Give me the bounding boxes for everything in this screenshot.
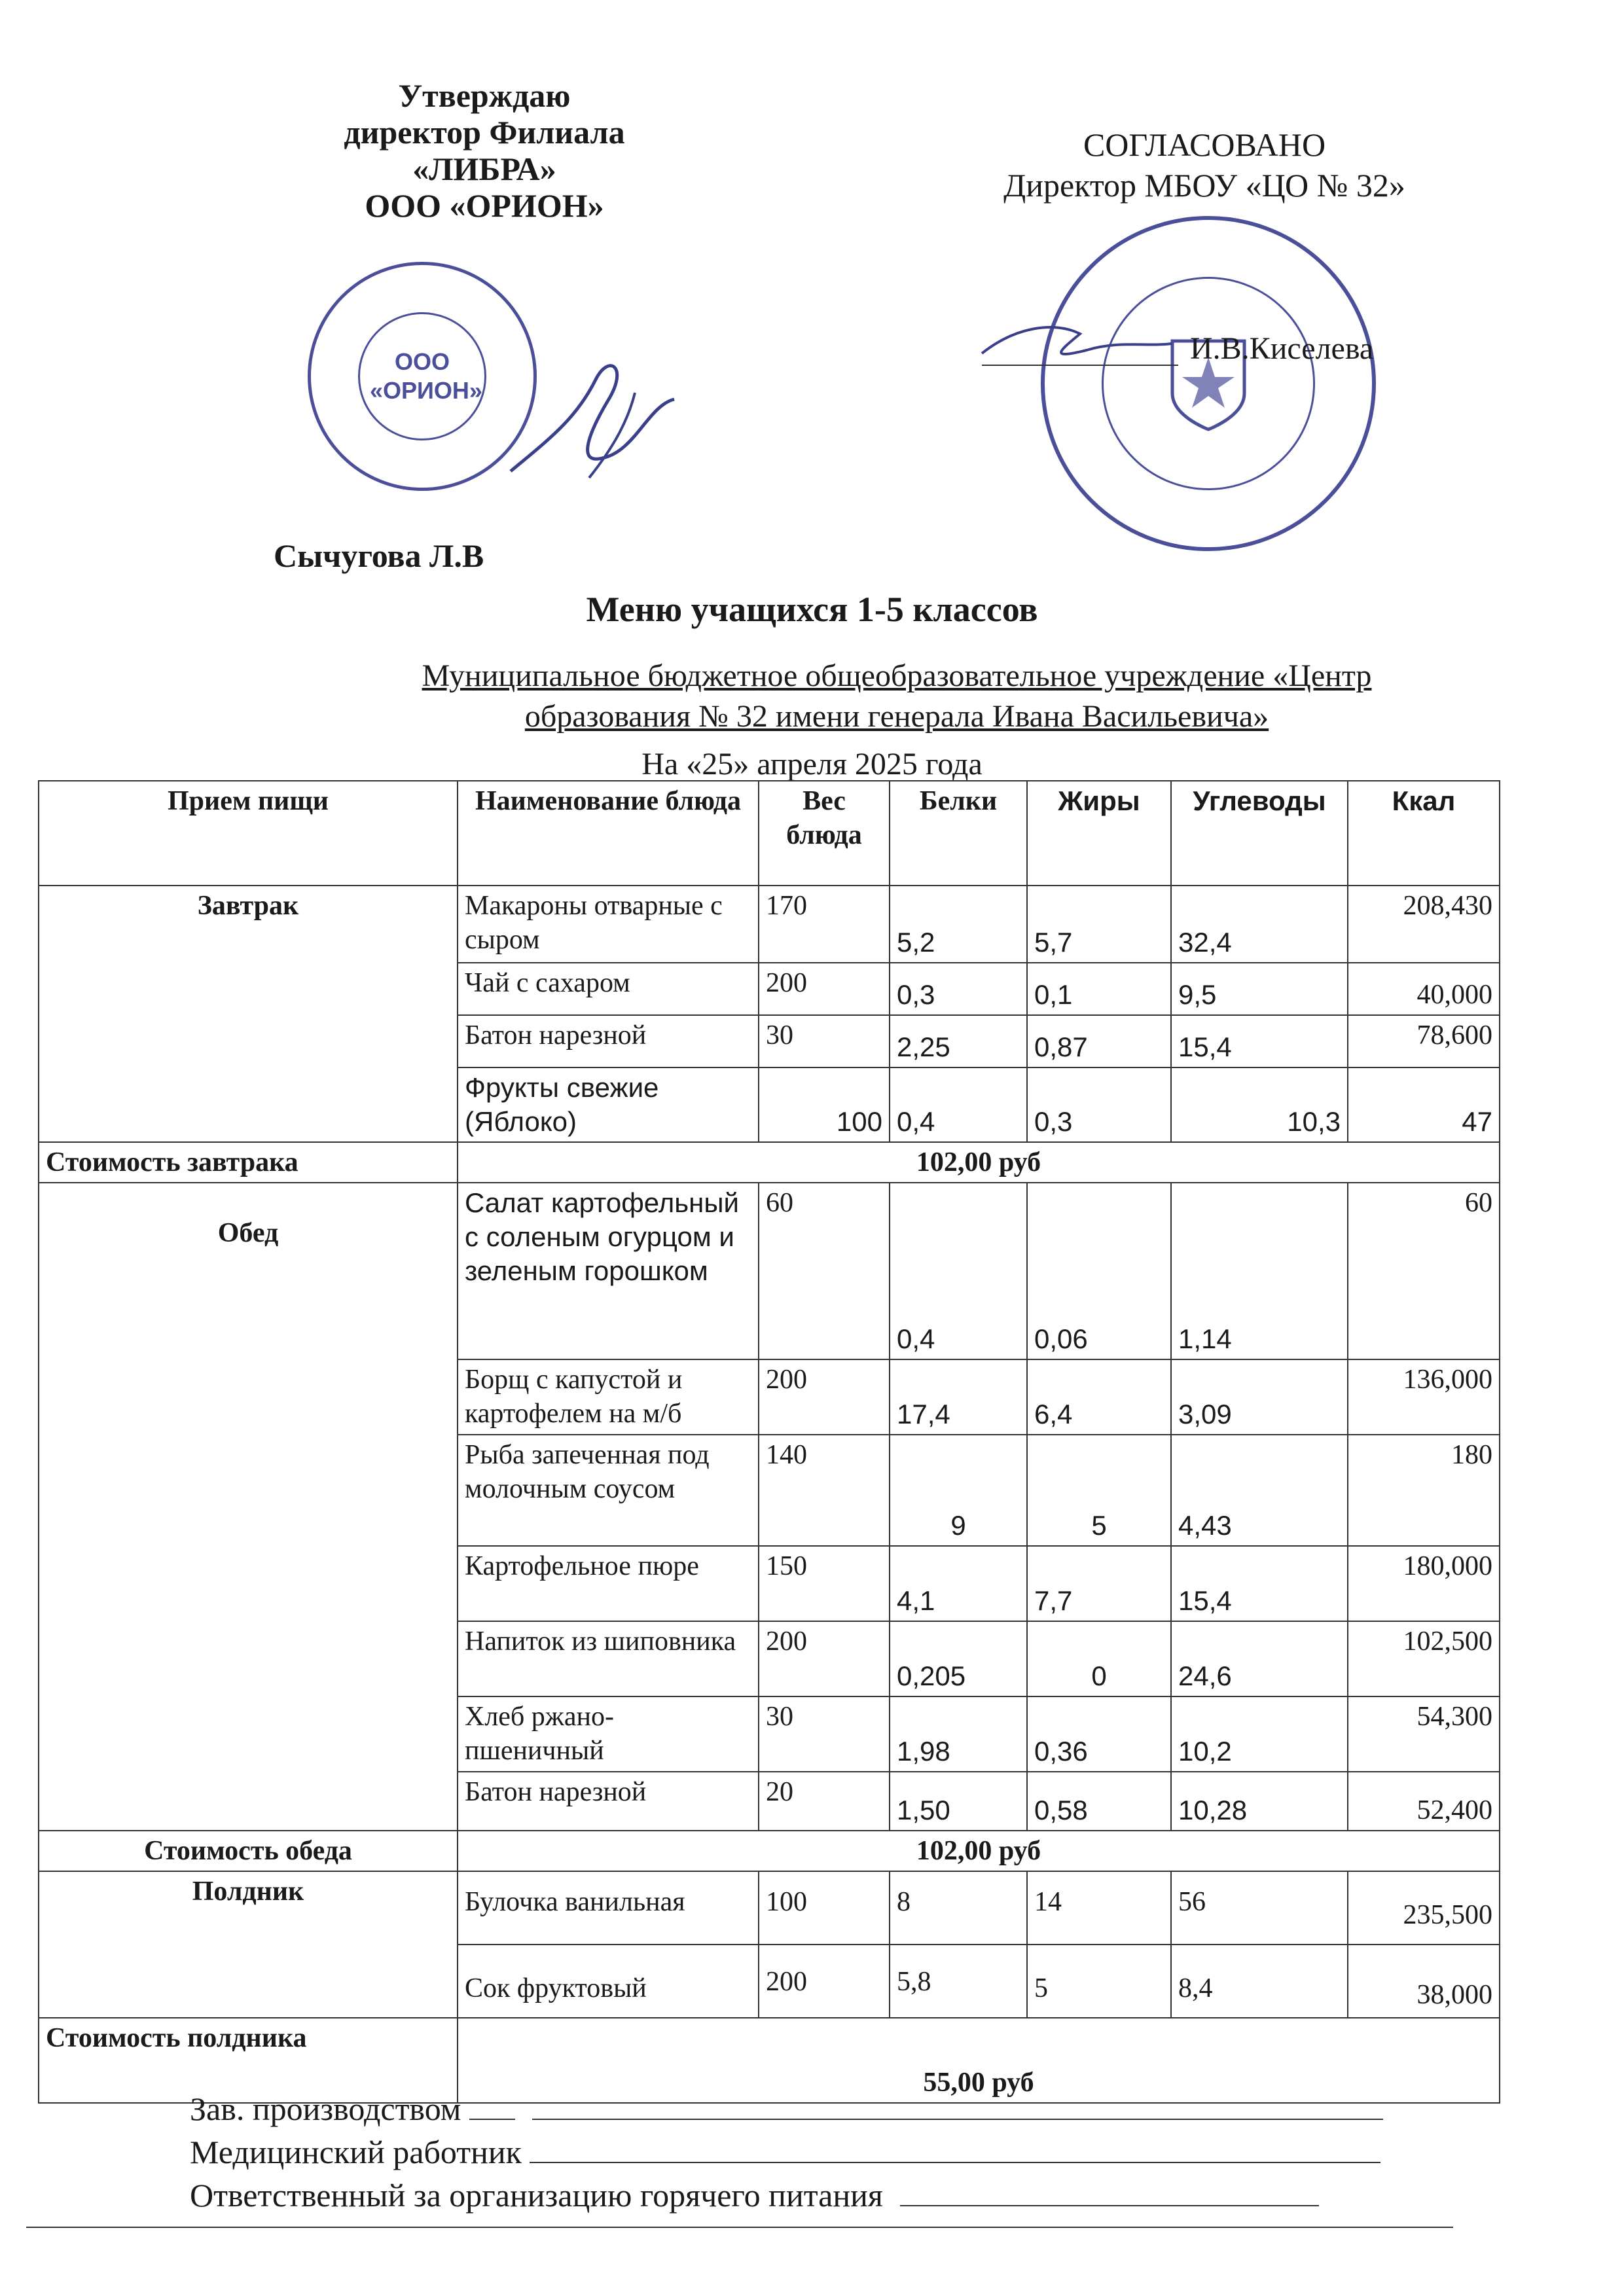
weight-cell: 30 — [759, 1015, 890, 1067]
meal-breakfast-label: Завтрак — [197, 891, 299, 921]
carbs-cell: 10,28 — [1171, 1772, 1348, 1831]
carbs-cell: 1,14 — [1171, 1183, 1348, 1359]
kcal-cell: 78,600 — [1348, 1015, 1500, 1067]
protein-cell: 17,4 — [890, 1359, 1027, 1435]
lunch-cost-label: Стоимость обеда — [39, 1831, 458, 1871]
header-weight: Вес блюда — [759, 781, 890, 886]
agreed-signature — [975, 314, 1185, 373]
fat-cell: 0,36 — [1027, 1696, 1171, 1772]
weight-cell: 30 — [759, 1696, 890, 1772]
fat-cell: 14 — [1027, 1871, 1171, 1945]
carbs-cell: 3,09 — [1171, 1359, 1348, 1435]
approve-line1: Утверждаю — [398, 77, 571, 114]
protein-cell: 5,2 — [890, 886, 1027, 963]
breakfast-cost-label: Стоимость завтрака — [39, 1142, 458, 1183]
weight-cell: 140 — [759, 1435, 890, 1546]
sign-responsible-label: Ответственный за организацию горячего питания — [190, 2177, 883, 2214]
agreed-line2: Директор МБОУ «ЦО № 32» — [1003, 167, 1405, 204]
protein-cell: 0,4 — [890, 1067, 1027, 1142]
snack-cost-label: Стоимость полдника — [39, 2018, 458, 2103]
sign-responsible — [190, 2176, 1319, 2215]
header-fat: Жиры — [1027, 781, 1171, 886]
sign-head-line-long — [532, 2092, 1383, 2120]
carbs-cell: 4,43 — [1171, 1435, 1348, 1546]
header-kcal: Ккал — [1348, 781, 1500, 886]
kcal-cell: 60 — [1348, 1183, 1500, 1359]
dish-cell: Хлеб ржано-пшеничный — [458, 1696, 759, 1772]
approve-block — [275, 77, 694, 224]
fat-cell: 5,7 — [1027, 886, 1171, 963]
organization-line2: образования № 32 имени генерала Ивана Васильевича» — [524, 699, 1269, 734]
kcal-cell: 102,500 — [1348, 1621, 1500, 1696]
fat-cell: 5 — [1027, 1945, 1171, 2018]
table-row — [39, 886, 1500, 963]
weight-cell: 60 — [759, 1183, 890, 1359]
weight-cell: 200 — [759, 1359, 890, 1435]
sign-medic-label: Медицинский работник — [190, 2134, 522, 2170]
carbs-cell: 32,4 — [1171, 886, 1348, 963]
weight-cell: 170 — [759, 886, 890, 963]
dish-cell: Чай с сахаром — [458, 963, 759, 1015]
protein-cell: 0,4 — [890, 1183, 1027, 1359]
sign-medic-line — [530, 2136, 1380, 2163]
dish-cell: Макароны отварные с сыром — [458, 886, 759, 963]
breakfast-cost-row — [39, 1142, 1500, 1183]
kcal-cell: 40,000 — [1348, 963, 1500, 1015]
meal-lunch-label: Обед — [217, 1218, 279, 1248]
sign-medic — [190, 2132, 1380, 2172]
fat-cell: 6,4 — [1027, 1359, 1171, 1435]
fat-cell: 0,1 — [1027, 963, 1171, 1015]
dish-cell: Батон нарезной — [458, 1772, 759, 1831]
weight-cell: 20 — [759, 1772, 890, 1831]
carbs-cell: 24,6 — [1171, 1621, 1348, 1696]
approve-line2: директор Филиала — [344, 114, 625, 151]
menu-date: На «25» апреля 2025 года — [641, 747, 983, 781]
protein-cell: 0,3 — [890, 963, 1027, 1015]
kcal-cell: 136,000 — [1348, 1359, 1500, 1435]
carbs-cell: 9,5 — [1171, 963, 1348, 1015]
kcal-cell: 235,500 — [1348, 1871, 1500, 1945]
lunch-cost-row — [39, 1831, 1500, 1871]
protein-cell: 1,98 — [890, 1696, 1027, 1772]
carbs-cell: 10,2 — [1171, 1696, 1348, 1772]
fat-cell: 0,06 — [1027, 1183, 1171, 1359]
header-carbs: Углеводы — [1171, 781, 1348, 886]
organization-name — [275, 656, 1519, 737]
meal-lunch — [39, 1183, 458, 1831]
kcal-cell: 180,000 — [1348, 1546, 1500, 1621]
carbs-cell: 10,3 — [1171, 1067, 1348, 1142]
dish-cell: Борщ с капустой и картофелем на м/б — [458, 1359, 759, 1435]
kcal-cell: 208,430 — [1348, 886, 1500, 963]
protein-cell: 8 — [890, 1871, 1027, 1945]
meal-snack — [39, 1871, 458, 2018]
page-title: Меню учащихся 1-5 классов — [586, 590, 1038, 629]
protein-cell: 5,8 — [890, 1945, 1027, 2018]
approve-line3: «ЛИБРА» — [412, 151, 556, 187]
agreed-block — [956, 124, 1453, 206]
kcal-cell: 38,000 — [1348, 1945, 1500, 2018]
table-header-row — [39, 781, 1500, 886]
sign-responsible-line — [900, 2179, 1319, 2206]
bottom-rule — [26, 2227, 1453, 2228]
dish-cell: Картофельное пюре — [458, 1546, 759, 1621]
school-seal — [1041, 216, 1376, 551]
dish-cell: Салат картофельный с соленым огурцом и зеленым горошком — [458, 1183, 759, 1359]
kcal-cell: 54,300 — [1348, 1696, 1500, 1772]
dish-cell: Напиток из шиповника — [458, 1621, 759, 1696]
protein-cell: 9 — [890, 1435, 1027, 1546]
lunch-cost: 102,00 руб — [458, 1831, 1500, 1871]
kcal-cell: 52,400 — [1348, 1772, 1500, 1831]
carbs-cell: 56 — [1171, 1871, 1348, 1945]
approve-line4: ООО «ОРИОН» — [365, 187, 604, 224]
header-protein: Белки — [890, 781, 1027, 886]
meal-breakfast — [39, 886, 458, 1142]
sign-head-label: Зав. производством — [190, 2090, 461, 2127]
protein-cell: 0,205 — [890, 1621, 1027, 1696]
fat-cell: 7,7 — [1027, 1546, 1171, 1621]
agreed-line1: СОГЛАСОВАНО — [1083, 126, 1326, 163]
table-row — [39, 1871, 1500, 1945]
approve-name: Сычугова Л.В — [274, 537, 484, 574]
menu-table — [38, 780, 1500, 2104]
protein-cell: 2,25 — [890, 1015, 1027, 1067]
kcal-cell: 180 — [1348, 1435, 1500, 1546]
sign-head — [190, 2089, 1383, 2128]
carbs-cell: 15,4 — [1171, 1015, 1348, 1067]
organization-line1: Муниципальное бюджетное общеобразовательное учреждение «Центр — [422, 658, 1372, 693]
dish-cell: Фрукты свежие (Яблоко) — [458, 1067, 759, 1142]
breakfast-cost: 102,00 руб — [458, 1142, 1500, 1183]
weight-cell: 200 — [759, 963, 890, 1015]
weight-cell: 100 — [759, 1871, 890, 1945]
fat-cell: 0,87 — [1027, 1015, 1171, 1067]
dish-cell: Булочка ванильная — [458, 1871, 759, 1945]
weight-cell: 200 — [759, 1945, 890, 2018]
meal-snack-label: Полдник — [192, 1876, 304, 1907]
protein-cell: 1,50 — [890, 1772, 1027, 1831]
snack-cost: 55,00 руб — [458, 2018, 1500, 2103]
header-meal: Прием пищи — [39, 781, 458, 886]
sign-head-line — [469, 2092, 515, 2120]
fat-cell: 0 — [1027, 1621, 1171, 1696]
header-dish: Наименование блюда — [458, 781, 759, 886]
fat-cell: 5 — [1027, 1435, 1171, 1546]
kcal-cell: 47 — [1348, 1067, 1500, 1142]
dish-cell: Сок фруктовый — [458, 1945, 759, 2018]
weight-cell: 200 — [759, 1621, 890, 1696]
weight-cell: 100 — [759, 1067, 890, 1142]
director-signature — [497, 340, 694, 497]
carbs-cell: 15,4 — [1171, 1546, 1348, 1621]
table-row — [39, 1183, 1500, 1359]
dish-cell: Рыба запеченная под молочным соусом — [458, 1435, 759, 1546]
protein-cell: 4,1 — [890, 1546, 1027, 1621]
fat-cell: 0,58 — [1027, 1772, 1171, 1831]
agreed-name: И.В.Киселева — [1190, 331, 1374, 366]
orion-seal-text: ООО «ОРИОН» — [370, 348, 482, 404]
fat-cell: 0,3 — [1027, 1067, 1171, 1142]
dish-cell: Батон нарезной — [458, 1015, 759, 1067]
carbs-cell: 8,4 — [1171, 1945, 1348, 2018]
weight-cell: 150 — [759, 1546, 890, 1621]
